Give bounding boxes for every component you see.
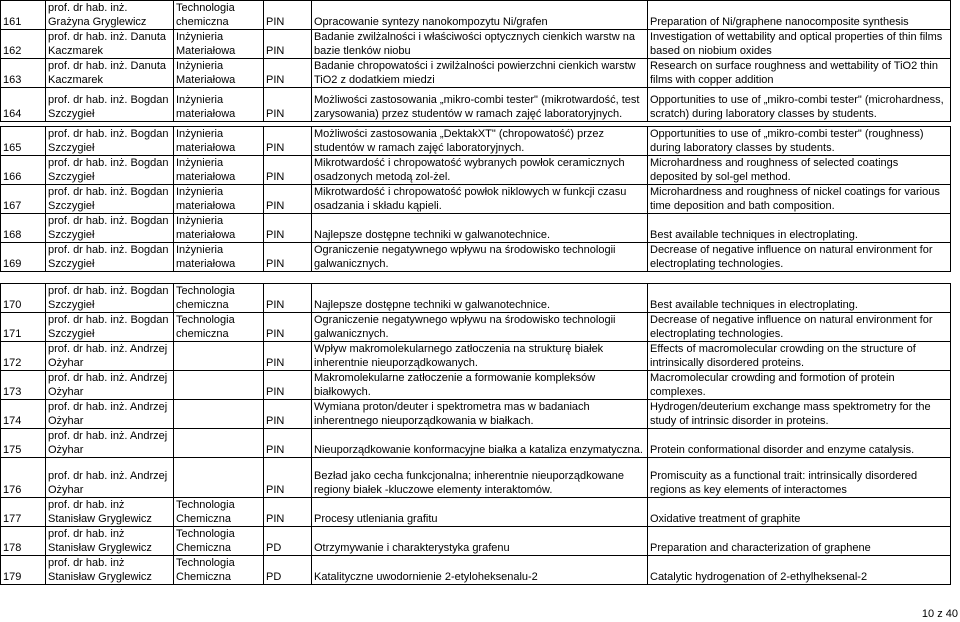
row-number: 167 [1,185,46,214]
type-cell: PIN [264,243,312,272]
title-en-cell: Preparation of Ni/graphene nanocomposite synthesis [648,1,951,30]
type-cell: PIN [264,429,312,458]
title-en-cell: Promiscuity as a functional trait: intrinsically disordered regions as key elements of interactomes [648,458,951,498]
faculty-cell: Technologia chemiczna [174,313,264,342]
title-pl-cell: Mikrotwardość i chropowatość wybranych powłok ceramicznych osadzonych metodą zol-żel. [312,156,648,185]
title-en-cell: Decrease of negative influence on natural environment for electroplating technologies. [648,243,951,272]
title-en-cell: Effects of macromolecular crowding on the structure of intrinsically disordered proteins. [648,342,951,371]
faculty-cell: Technologia Chemiczna [174,498,264,527]
row-number: 168 [1,214,46,243]
author-cell: prof. dr hab. inż. Andrzej Ożyhar [46,429,174,458]
table-row [1,556,951,585]
type-cell: PIN [264,214,312,243]
table-row [1,30,951,59]
author-cell: prof. dr hab. inż. Bogdan Szczygieł [46,156,174,185]
title-en-cell: Catalytic hydrogenation of 2-ethylheksenal-2 [648,556,951,585]
table-row [1,342,951,371]
author-cell: prof. dr hab. inż. Danuta Kaczmarek [46,30,174,59]
type-cell: PIN [264,88,312,122]
table-row [1,1,951,30]
title-pl-cell: Badanie chropowatości i zwilżalności powierzchni cienkich warstw TiO2 z dodatkiem miedzi [312,59,648,88]
author-cell: prof. dr hab. inż Stanisław Gryglewicz [46,556,174,585]
table-block-2 [0,126,950,272]
title-pl-cell: Procesy utleniania grafitu [312,498,648,527]
author-cell: prof. dr hab. inż. Bogdan Szczygieł [46,313,174,342]
faculty-cell: Inżynieria Materiałowa [174,59,264,88]
table-block-1 [0,0,950,122]
table-row [1,185,951,214]
type-cell: PIN [264,342,312,371]
title-en-cell: Research on surface roughness and wettability of TiO2 thin films with copper addition [648,59,951,88]
title-pl-cell: Otrzymywanie i charakterystyka grafenu [312,527,648,556]
author-cell: prof. dr hab. inż. Bogdan Szczygieł [46,88,174,122]
row-number: 173 [1,371,46,400]
type-cell: PIN [264,400,312,429]
table-row [1,156,951,185]
author-cell: prof. dr hab. inż. Andrzej Ożyhar [46,458,174,498]
author-cell: prof. dr hab. inż. Bogdan Szczygieł [46,185,174,214]
title-en-cell: Hydrogen/deuterium exchange mass spektrometry for the study of intrinsic disorder in proteins. [648,400,951,429]
title-en-cell: Investigation of wettability and optical properties of thin films based on niobium oxides [648,30,951,59]
faculty-cell: Inżynieria materiałowa [174,214,264,243]
row-number: 165 [1,127,46,156]
table-row [1,498,951,527]
row-number: 163 [1,59,46,88]
row-number: 179 [1,556,46,585]
table-row [1,371,951,400]
type-cell: PIN [264,1,312,30]
title-en-cell: Best available techniques in electroplating. [648,214,951,243]
type-cell: PIN [264,458,312,498]
type-cell: PD [264,556,312,585]
faculty-cell: Technologia chemiczna [174,1,264,30]
row-number: 174 [1,400,46,429]
table-row [1,284,951,313]
title-pl-cell: Wymiana proton/deuter i spektrometra mas w badaniach inherentnego nieuporządkowania w białkach. [312,400,648,429]
row-number: 169 [1,243,46,272]
faculty-cell [174,400,264,429]
author-cell: prof. dr hab. inż. Andrzej Ożyhar [46,342,174,371]
title-pl-cell: Najlepsze dostępne techniki w galwanotechnice. [312,214,648,243]
faculty-cell [174,371,264,400]
row-number: 166 [1,156,46,185]
row-number: 162 [1,30,46,59]
title-pl-cell: Nieuporządkowanie konformacyjne białka a kataliza enzymatyczna. [312,429,648,458]
table-row [1,127,951,156]
row-number: 164 [1,88,46,122]
title-en-cell: Opportunities to use of „mikro-combi tester" (microhardness, scratch) during laboratory classes by students. [648,88,951,122]
title-en-cell: Opportunities to use of „mikro-combi tester" (roughness) during laboratory classes by students. [648,127,951,156]
table-row [1,527,951,556]
title-pl-cell: Możliwości zastosowania „DektakXT" (chropowatość) przez studentów w ramach zajęć laboratoryjnych. [312,127,648,156]
faculty-cell [174,342,264,371]
type-cell: PIN [264,498,312,527]
table-row [1,458,951,498]
author-cell: prof. dr hab. inż. Bogdan Szczygieł [46,127,174,156]
author-cell: prof. dr hab. inż. Bogdan Szczygieł [46,284,174,313]
author-cell: prof. dr hab. inż. Bogdan Szczygieł [46,243,174,272]
author-cell: prof. dr hab. inż Stanisław Gryglewicz [46,498,174,527]
table-block-3 [0,283,950,585]
title-en-cell: Microhardness and roughness of nickel coatings for various time deposition and bath composition. [648,185,951,214]
table-row [1,429,951,458]
title-en-cell: Protein conformational disorder and enzyme catalysis. [648,429,951,458]
type-cell: PIN [264,371,312,400]
author-cell: prof. dr hab. inż Stanisław Gryglewicz [46,527,174,556]
faculty-cell: Inżynieria materiałowa [174,156,264,185]
row-number: 175 [1,429,46,458]
title-en-cell: Decrease of negative influence on natural environment for electroplating technologies. [648,313,951,342]
row-number: 177 [1,498,46,527]
row-number: 178 [1,527,46,556]
table-row [1,88,951,122]
title-pl-cell: Ograniczenie negatywnego wpływu na środowisko technologii galwanicznych. [312,243,648,272]
table-row [1,313,951,342]
type-cell: PIN [264,313,312,342]
title-pl-cell: Opracowanie syntezy nanokompozytu Ni/grafen [312,1,648,30]
author-cell: prof. dr hab. inż. Andrzej Ożyhar [46,400,174,429]
title-pl-cell: Badanie zwilżalności i właściwości optycznych cienkich warstw na bazie tlenków niobu [312,30,648,59]
type-cell: PIN [264,59,312,88]
type-cell: PD [264,527,312,556]
title-en-cell: Best available techniques in electroplating. [648,284,951,313]
row-number: 171 [1,313,46,342]
title-pl-cell: Makromolekularne zatłoczenie a formowanie kompleksów białkowych. [312,371,648,400]
thesis-topics-table [0,0,951,122]
title-en-cell: Macromolecular crowding and formotion of protein complexes. [648,371,951,400]
title-pl-cell: Katalityczne uwodornienie 2-etyloheksenalu-2 [312,556,648,585]
faculty-cell [174,458,264,498]
faculty-cell: Inżynieria Materiałowa [174,30,264,59]
type-cell: PIN [264,185,312,214]
title-pl-cell: Możliwości zastosowania „mikro-combi tester" (mikrotwardość, test zarysowania) przez studentów w ramach zajęć laboratoryjnych. [312,88,648,122]
table-row [1,214,951,243]
faculty-cell: Inżynieria materiałowa [174,243,264,272]
type-cell: PIN [264,30,312,59]
faculty-cell: Technologia Chemiczna [174,556,264,585]
thesis-topics-table [0,126,951,272]
title-en-cell: Preparation and characterization of graphene [648,527,951,556]
title-pl-cell: Wpływ makromolekularnego zatłoczenia na strukturę białek inherentnie nieuporządkowanych. [312,342,648,371]
table-row [1,59,951,88]
thesis-topics-table [0,283,951,585]
faculty-cell: Technologia chemiczna [174,284,264,313]
author-cell: prof. dr hab. inż. Danuta Kaczmarek [46,59,174,88]
type-cell: PIN [264,284,312,313]
faculty-cell: Inżynieria materiałowa [174,185,264,214]
title-en-cell: Microhardness and roughness of selected coatings deposited by sol-gel method. [648,156,951,185]
faculty-cell [174,429,264,458]
author-cell: prof. dr hab. inż. Andrzej Ożyhar [46,371,174,400]
row-number: 172 [1,342,46,371]
type-cell: PIN [264,156,312,185]
author-cell: prof. dr hab. inż. Bogdan Szczygieł [46,214,174,243]
table-row [1,243,951,272]
title-en-cell: Oxidative treatment of graphite [648,498,951,527]
title-pl-cell: Bezład jako cecha funkcjonalna; inherentnie nieuporządkowane regiony białek -kluczowe elementy interaktomów. [312,458,648,498]
row-number: 161 [1,1,46,30]
faculty-cell: Technologia Chemiczna [174,527,264,556]
faculty-cell: Inżynieria materiałowa [174,88,264,122]
title-pl-cell: Najlepsze dostępne techniki w galwanotechnice. [312,284,648,313]
type-cell: PIN [264,127,312,156]
faculty-cell: Inżynieria materiałowa [174,127,264,156]
row-number: 176 [1,458,46,498]
page-number: 10 z 40 [921,608,958,620]
title-pl-cell: Ograniczenie negatywnego wpływu na środowisko technologii galwanicznych. [312,313,648,342]
row-number: 170 [1,284,46,313]
author-cell: prof. dr hab. inż. Grażyna Gryglewicz [46,1,174,30]
table-row [1,400,951,429]
title-pl-cell: Mikrotwardość i chropowatość powłok niklowych w funkcji czasu osadzania i składu kąpieli. [312,185,648,214]
